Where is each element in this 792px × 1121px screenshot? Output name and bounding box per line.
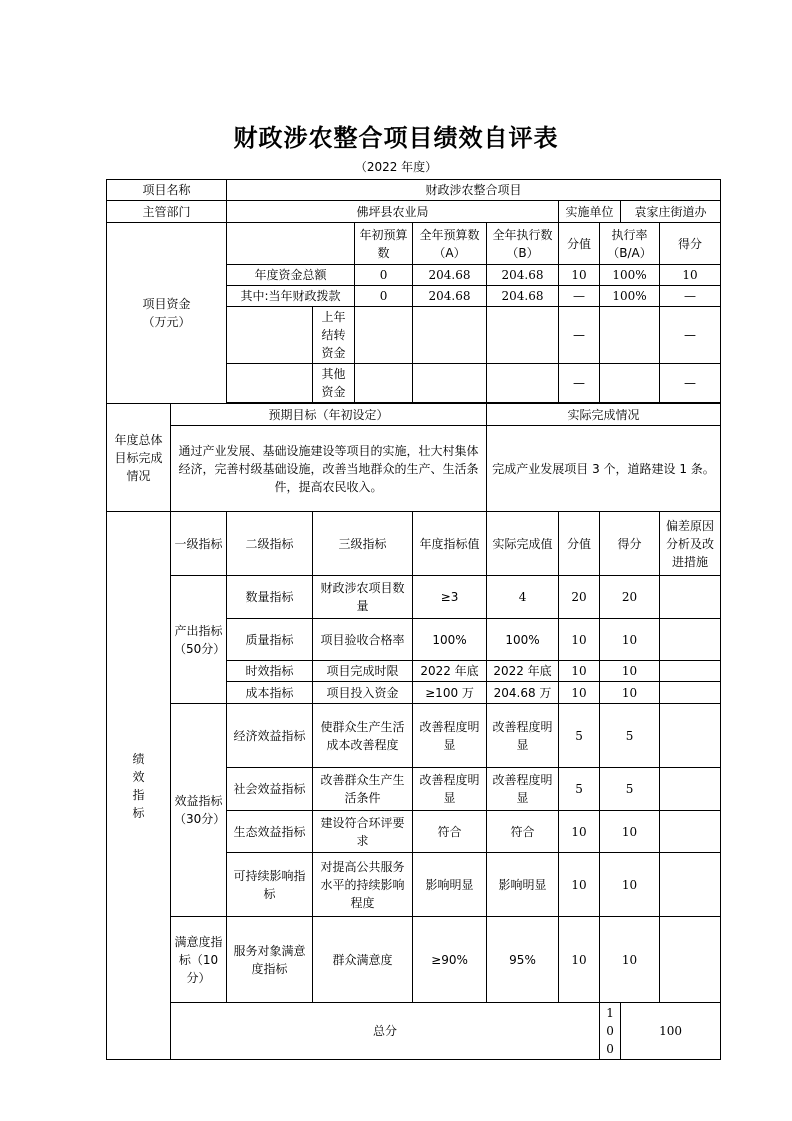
funds-header-blank	[227, 223, 355, 265]
indicator-score: 10	[600, 661, 660, 682]
goals-actual-text: 完成产业发展项目 3 个，道路建设 1 条。	[487, 426, 721, 512]
indicator-score: 10	[600, 619, 660, 661]
indicator-actual: 2022 年底	[487, 661, 559, 682]
indicator-header-l1: 一级指标	[171, 512, 227, 576]
funds-row-initial: 0	[355, 265, 413, 286]
funds-header-initial: 年初预算数	[355, 223, 413, 265]
dept-value: 佛坪县农业局	[227, 201, 559, 223]
indicator-header-target: 年度指标值	[413, 512, 487, 576]
total-label: 总分	[171, 1003, 600, 1060]
indicator-target: ≥3	[413, 576, 487, 619]
funds-row-name: 年度资金总额	[227, 265, 355, 286]
indicator-l3: 对提高公共服务水平的持续影响程度	[313, 853, 413, 917]
satisfaction-indicator-label: 满意度指标（10分）	[171, 917, 227, 1003]
indicator-actual: 改善程度明显	[487, 768, 559, 811]
goals-actual-header: 实际完成情况	[487, 404, 721, 426]
funds-header-rate: 执行率（B/A）	[600, 223, 660, 265]
indicator-score: 10	[600, 682, 660, 704]
indicator-header-l3: 三级指标	[313, 512, 413, 576]
funds-row-rate: 100%	[600, 286, 660, 307]
indicator-l2: 经济效益指标	[227, 704, 313, 768]
indicator-points: 10	[559, 682, 600, 704]
funds-row-executed: 204.68	[487, 265, 559, 286]
indicator-target: 符合	[413, 811, 487, 853]
funds-label-line2: （万元）	[142, 315, 191, 329]
indicator-score: 20	[600, 576, 660, 619]
indicator-points: 5	[559, 768, 600, 811]
indicator-target: 2022 年底	[413, 661, 487, 682]
funds-header-annual: 全年预算数（A）	[413, 223, 487, 265]
indicator-deviation	[660, 768, 721, 811]
indicator-l3: 建设符合环评要求	[313, 811, 413, 853]
funds-row-name: 上年结转资金	[313, 307, 355, 364]
goals-label: 年度总体目标完成情况	[107, 404, 171, 512]
funds-row-executed: 204.68	[487, 286, 559, 307]
indicator-deviation	[660, 853, 721, 917]
funds-row-points: —	[559, 286, 600, 307]
indicator-deviation	[660, 619, 721, 661]
dept-label: 主管部门	[107, 201, 227, 223]
indicator-points: 10	[559, 661, 600, 682]
indicator-deviation	[660, 661, 721, 682]
indicator-score: 5	[600, 768, 660, 811]
indicator-actual: 影响明显	[487, 853, 559, 917]
funds-row-annual	[413, 364, 487, 403]
indicator-l2: 数量指标	[227, 576, 313, 619]
funds-row-initial	[355, 307, 413, 364]
page-subtitle: （2022 年度）	[354, 160, 438, 174]
indicator-target: 改善程度明显	[413, 768, 487, 811]
funds-row-name: 其他资金	[313, 364, 355, 403]
funds-row-executed	[487, 307, 559, 364]
project-name: 财政涉农整合项目	[227, 180, 721, 201]
funds-label	[107, 223, 227, 404]
total-score: 100	[621, 1003, 721, 1060]
funds-row-points: —	[559, 307, 600, 364]
funds-row-rate	[600, 307, 660, 364]
indicator-actual: 改善程度明显	[487, 704, 559, 768]
indicator-actual: 符合	[487, 811, 559, 853]
indicator-header-score: 得分	[600, 512, 660, 576]
indicator-l2: 可持续影响指标	[227, 853, 313, 917]
funds-row-executed	[487, 364, 559, 403]
indicator-target: 影响明显	[413, 853, 487, 917]
indicator-l2: 成本指标	[227, 682, 313, 704]
indicator-score: 5	[600, 704, 660, 768]
funds-row-score: —	[660, 364, 721, 403]
indicator-target: ≥100 万	[413, 682, 487, 704]
unit-label: 实施单位	[559, 201, 621, 223]
indicator-target: 改善程度明显	[413, 704, 487, 768]
funds-row-indent	[227, 307, 313, 364]
goals-expected-text: 通过产业发展、基础设施建设等项目的实施，壮大村集体经济，完善村级基础设施，改善当地群众的生产、生活条件，提高农民收入。	[171, 426, 487, 512]
indicator-actual: 95%	[487, 917, 559, 1003]
indicator-deviation	[660, 576, 721, 619]
indicator-l2: 社会效益指标	[227, 768, 313, 811]
funds-row-score: —	[660, 307, 721, 364]
goals-expected-header: 预期目标（年初设定）	[171, 404, 487, 426]
indicator-deviation	[660, 682, 721, 704]
funds-header-score: 得分	[660, 223, 721, 265]
funds-header-executed: 全年执行数（B）	[487, 223, 559, 265]
output-indicator-label: 产出指标（50分）	[171, 576, 227, 704]
indicator-deviation	[660, 811, 721, 853]
funds-row-initial	[355, 364, 413, 403]
indicator-points: 10	[559, 853, 600, 917]
indicator-l3: 使群众生产生活成本改善程度	[313, 704, 413, 768]
funds-row-rate: 100%	[600, 265, 660, 286]
indicator-score: 10	[600, 917, 660, 1003]
project-name-label: 项目名称	[107, 180, 227, 201]
indicator-l3: 改善群众生产生活条件	[313, 768, 413, 811]
funds-row-score: 10	[660, 265, 721, 286]
total-points: 100	[600, 1003, 621, 1060]
funds-row-score: —	[660, 286, 721, 307]
benefit-indicator-label: 效益指标（30分）	[171, 704, 227, 917]
indicators-label: 绩效指标	[107, 512, 171, 1060]
indicator-l3: 项目验收合格率	[313, 619, 413, 661]
funds-row-name: 其中:当年财政拨款	[227, 286, 355, 307]
unit-value: 袁家庄街道办	[621, 201, 721, 223]
indicator-l3: 财政涉农项目数量	[313, 576, 413, 619]
indicator-header-points: 分值	[559, 512, 600, 576]
funds-label-line1: 项目资金	[142, 297, 191, 311]
indicator-deviation	[660, 704, 721, 768]
indicator-l3: 群众满意度	[313, 917, 413, 1003]
indicator-points: 10	[559, 619, 600, 661]
funds-header-points: 分值	[559, 223, 600, 265]
funds-row-points: 10	[559, 265, 600, 286]
indicator-header-actual: 实际完成值	[487, 512, 559, 576]
indicator-header-l2: 二级指标	[227, 512, 313, 576]
indicator-points: 10	[559, 917, 600, 1003]
indicator-target: 100%	[413, 619, 487, 661]
indicator-target: ≥90%	[413, 917, 487, 1003]
funds-row-points: —	[559, 364, 600, 403]
indicator-l2: 服务对象满意度指标	[227, 917, 313, 1003]
indicator-points: 10	[559, 811, 600, 853]
funds-row-indent	[227, 364, 313, 403]
indicator-deviation	[660, 917, 721, 1003]
indicator-score: 10	[600, 853, 660, 917]
indicator-l3: 项目投入资金	[313, 682, 413, 704]
funds-row-rate	[600, 364, 660, 403]
indicator-l2: 质量指标	[227, 619, 313, 661]
evaluation-table	[106, 179, 721, 1060]
indicator-actual: 100%	[487, 619, 559, 661]
funds-row-annual	[413, 307, 487, 364]
indicator-points: 5	[559, 704, 600, 768]
indicator-l2: 时效指标	[227, 661, 313, 682]
page-title: 财政涉农整合项目绩效自评表	[233, 123, 559, 152]
funds-row-annual: 204.68	[413, 265, 487, 286]
indicator-header-deviation: 偏差原因分析及改进措施	[660, 512, 721, 576]
indicator-l3: 项目完成时限	[313, 661, 413, 682]
indicator-l2: 生态效益指标	[227, 811, 313, 853]
funds-row-annual: 204.68	[413, 286, 487, 307]
funds-row-initial: 0	[355, 286, 413, 307]
indicator-actual: 204.68 万	[487, 682, 559, 704]
indicator-score: 10	[600, 811, 660, 853]
indicator-points: 20	[559, 576, 600, 619]
indicator-actual: 4	[487, 576, 559, 619]
